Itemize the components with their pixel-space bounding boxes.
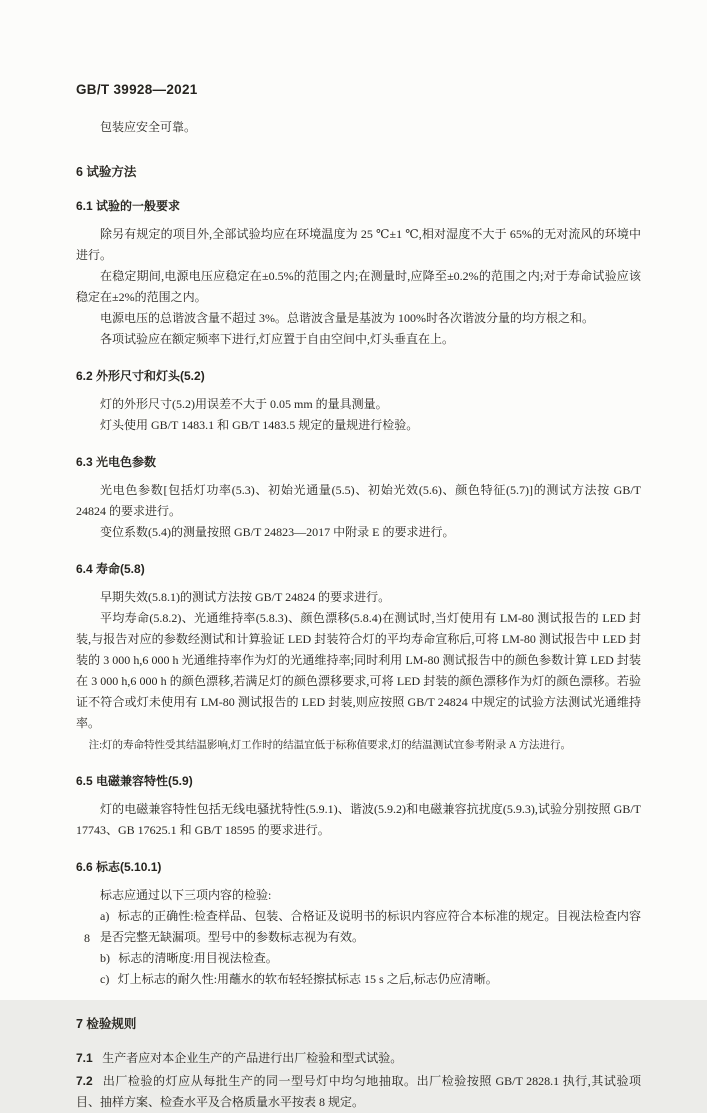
clause-number: 7.2 — [76, 1074, 93, 1088]
list-item-text: 标志的清晰度:用目视法检查。 — [118, 951, 278, 965]
paragraph: 各项试验应在额定频率下进行,灯应置于自由空间中,灯头垂直在上。 — [100, 332, 455, 346]
paragraph: 在稳定期间,电源电压应稳定在±0.5%的范围之内;在测量时,应降至±0.2%的范围之内;对于寿命试验应该稳定在±2%的范围之内。 — [76, 269, 641, 304]
section-6-6-heading: 6.6 标志(5.10.1) — [76, 860, 162, 874]
paragraph: 变位系数(5.4)的测量按照 GB/T 24823—2017 中附录 E 的要求进行。 — [100, 525, 455, 539]
intro-paragraph: 包装应安全可靠。 — [100, 120, 197, 134]
section-6-heading: 6 试验方法 — [76, 165, 137, 179]
section-6-1-heading: 6.1 试验的一般要求 — [76, 199, 181, 213]
clause-paragraph — [76, 1048, 641, 1069]
paragraph: 光电色参数[包括灯功率(5.3)、初始光通量(5.5)、初始光效(5.6)、颜色特征(5.7)]的测试方法按 GB/T 24824 的要求进行。 — [76, 483, 641, 518]
clause-text: 出厂检验的灯应从每批生产的同一型号灯中均匀地抽取。出厂检验按照 GB/T 2828.1 执行,其试验项目、抽样方案、检查水平及合格质量水平按表 8 规定。 — [76, 1074, 641, 1109]
paragraph: 早期失效(5.8.1)的测试方法按 GB/T 24824 的要求进行。 — [100, 590, 391, 604]
list-item-text: 灯上标志的耐久性:用蘸水的软布轻轻擦拭标志 15 s 之后,标志仍应清晰。 — [117, 972, 498, 986]
section-6-5-heading: 6.5 电磁兼容特性(5.9) — [76, 774, 193, 788]
list-marker: a) — [100, 909, 110, 923]
paragraph: 灯的电磁兼容特性包括无线电骚扰特性(5.9.1)、谐波(5.9.2)和电磁兼容抗扰度(5.9.3),试验分别按照 GB/T 17743、GB 17625.1 和 GB/T 18595 的要求进行。 — [76, 802, 641, 837]
paragraph: 除另有规定的项目外,全部试验均应在环境温度为 25 ℃±1 ℃,相对湿度不大于 65%的无对流风的环境中进行。 — [76, 227, 641, 262]
clause-number: 7.1 — [76, 1051, 93, 1065]
standard-number: GB/T 39928—2021 — [76, 82, 198, 97]
paragraph: 灯头使用 GB/T 1483.1 和 GB/T 1483.5 规定的量规进行检验。 — [100, 418, 419, 432]
section-6-3-heading: 6.3 光电色参数 — [76, 455, 157, 469]
list-item-text: 标志的正确性:检查样品、包装、合格证及说明书的标识内容应符合本标准的规定。目视法检查内容是否完整无缺漏项。型号中的参数标志视为有效。 — [100, 909, 641, 944]
section-6-4-heading: 6.4 寿命(5.8) — [76, 562, 145, 576]
note: 注:灯的寿命特性受其结温影响,灯工作时的结温宜低于标称值要求,灯的结温测试宜参考附录 A 方法进行。 — [88, 740, 572, 751]
clause-paragraph — [76, 1071, 641, 1113]
paragraph: 灯的外形尺寸(5.2)用误差不大于 0.05 mm 的量具测量。 — [100, 397, 388, 411]
list-item — [76, 969, 641, 990]
list-marker: b) — [100, 951, 110, 965]
paragraph: 标志应通过以下三项内容的检验: — [100, 888, 272, 902]
paragraph: 电源电压的总谐波含量不超过 3%。总谐波含量是基波为 100%时各次谐波分量的均方根之和。 — [100, 311, 594, 325]
list-item — [76, 948, 641, 969]
page-number: 8 — [84, 931, 90, 945]
section-6-2-heading: 6.2 外形尺寸和灯头(5.2) — [76, 369, 205, 383]
list-item — [76, 906, 641, 948]
clause-text: 生产者应对本企业生产的产品进行出厂检验和型式试验。 — [102, 1051, 403, 1065]
list-marker: c) — [100, 972, 110, 986]
section-7-heading: 7 检验规则 — [76, 1017, 137, 1031]
paragraph: 平均寿命(5.8.2)、光通维持率(5.8.3)、颜色漂移(5.8.4)在测试时,当灯使用有 LM-80 测试报告的 LED 封装,与报告对应的参数经测试和计算验证 LED 封装符合灯的平均寿命宣称后,可将 LM-80 测试报告中 LED 封装的 3 000 h,6 000 h 光通维持率作为灯的光通维持率;同时利用 LM-80 测试报告中的颜色参数计算 LED 封装在 3 000 h,6 000 h 的颜色漂移,若满足灯的颜色漂移要求,可将 LED 封装的颜色漂移作为灯的颜色漂移。若验证不符合或灯未使用有 LM-80 测试报告的 LED 封装,则应按照 GB/T 24824 中规定的试验方法测试光通维持率。 — [76, 611, 641, 730]
